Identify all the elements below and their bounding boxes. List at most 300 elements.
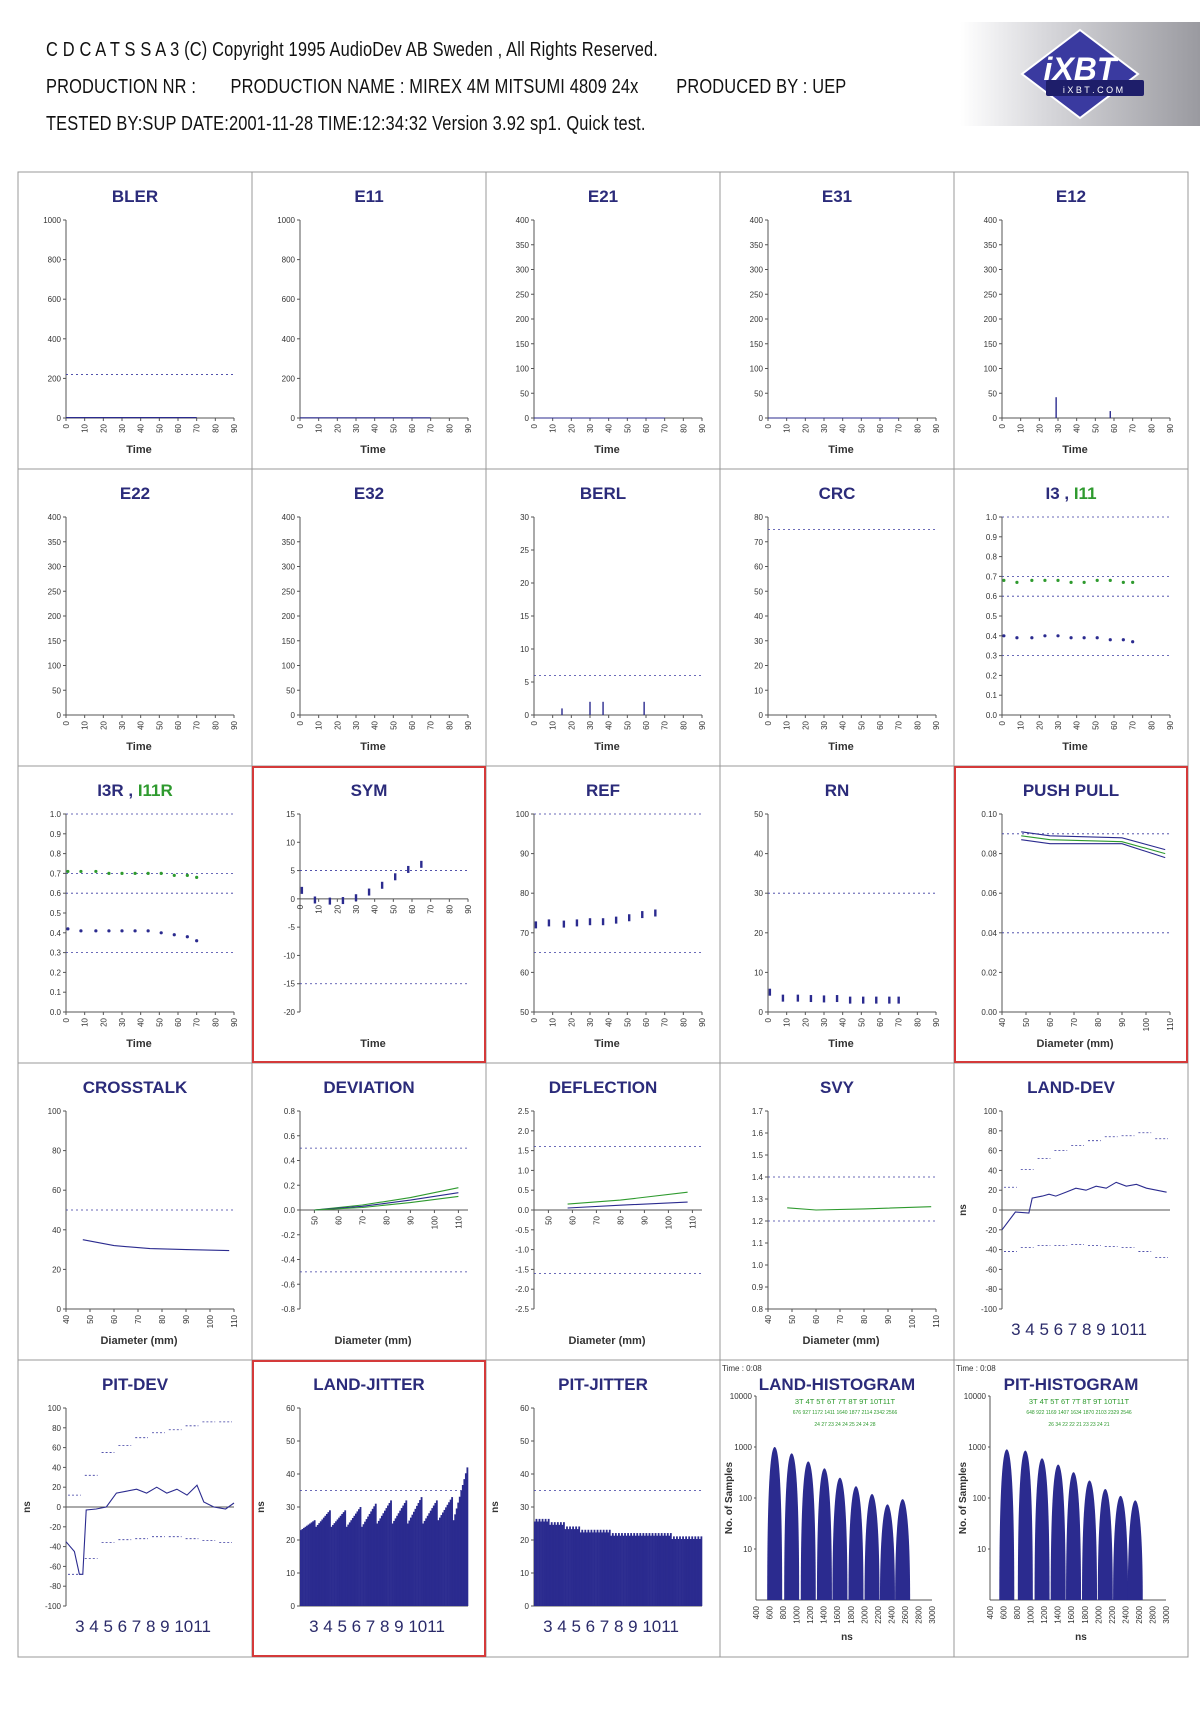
y-tick-label: 80: [520, 889, 529, 899]
y-tick-label: 0.3: [985, 651, 997, 661]
histogram-peak: [1113, 1496, 1128, 1600]
y-tick-label: 20: [286, 1536, 295, 1545]
x-tick-label: 10: [314, 424, 324, 433]
y-tick-label: -0.6: [281, 1280, 295, 1290]
x-tick-label: 30: [1054, 424, 1063, 433]
histogram-peak: [848, 1486, 863, 1600]
chart-berl: [520, 484, 707, 753]
data-point: [120, 872, 123, 875]
chart-svy: [752, 1078, 941, 1347]
y-tick-label: 60: [52, 1443, 61, 1453]
chart-title: SVY: [819, 1078, 855, 1097]
x-tick-label: 10: [80, 1018, 90, 1027]
x-tick-label: 1400: [819, 1606, 829, 1624]
y-tick-label: 350: [281, 537, 295, 547]
data-point: [147, 872, 150, 875]
x-tick-label: 60: [174, 721, 183, 730]
data-point: [1083, 581, 1086, 584]
x-tick-label: 0: [530, 424, 539, 429]
x-axis-title: ns: [1075, 1632, 1087, 1643]
y-tick-label: 0: [56, 711, 61, 720]
y-tick-label: 2.5: [517, 1107, 529, 1116]
x-tick-label: 50: [389, 721, 399, 730]
y-tick-label: 0.4: [985, 631, 997, 641]
x-tick-label: 100: [1142, 1018, 1151, 1032]
x-tick-label: 70: [426, 424, 436, 433]
x-axis-title: Time: [594, 1038, 620, 1050]
logo-text: iXBT: [1043, 51, 1117, 87]
x-tick-label: 40: [1072, 424, 1082, 433]
histogram-peak: [865, 1494, 880, 1600]
y-tick-label: 10: [286, 838, 295, 848]
x-tick-label: 70: [426, 721, 436, 730]
class-labels: 3T 4T 5T 6T 7T 8T 9T 10T11T: [1028, 1397, 1130, 1406]
y-tick-label: -40: [49, 1542, 61, 1552]
x-tick-label: 80: [913, 424, 923, 433]
x-tick-label: 20: [801, 424, 811, 433]
x-tick-label: 80: [211, 721, 221, 730]
y-tick-label: 0.0: [283, 1206, 295, 1215]
x-tick-label: 70: [894, 424, 904, 433]
x-tick-label: 60: [1110, 424, 1119, 433]
x-axis-class-labels: 3 4 5 6 7 8 9 1011: [309, 1617, 445, 1636]
data-point: [160, 872, 163, 875]
x-tick-label: 80: [616, 1216, 626, 1225]
data-point: [1122, 638, 1125, 641]
x-axis-class-labels: 3 4 5 6 7 8 9 1011: [75, 1617, 211, 1636]
data-point: [120, 929, 123, 932]
x-tick-label: 70: [192, 721, 202, 730]
y-tick-label: 1.4: [751, 1173, 763, 1182]
chart-landhist: [722, 1364, 937, 1643]
y-tick-label: 400: [281, 513, 295, 522]
y-tick-label: 1000: [968, 1443, 986, 1452]
data-point: [628, 914, 630, 921]
y-tick-label: 0.2: [985, 671, 997, 681]
x-tick-label: 90: [698, 1018, 707, 1027]
y-axis-title: ns: [256, 1501, 267, 1513]
x-tick-label: 20: [567, 424, 577, 433]
x-tick-label: 90: [464, 904, 473, 914]
y-tick-label: 10000: [729, 1392, 752, 1401]
y-tick-label: 250: [281, 587, 295, 597]
y-tick-label: 5: [290, 866, 295, 876]
data-point: [875, 997, 877, 1004]
y-tick-label: 50: [520, 1008, 529, 1017]
y-tick-label: 0: [56, 414, 61, 423]
x-tick-label: 10: [548, 424, 558, 433]
x-tick-label: 0: [296, 424, 305, 429]
x-tick-label: 600: [999, 1606, 1009, 1620]
data-point: [602, 918, 604, 925]
data-point: [548, 919, 550, 926]
x-tick-label: 50: [1091, 721, 1101, 730]
x-tick-label: 40: [136, 1018, 146, 1027]
data-point: [1131, 581, 1134, 584]
data-point: [1069, 581, 1072, 584]
y-tick-label: 0: [290, 414, 295, 423]
y-tick-label: -80: [49, 1582, 61, 1592]
x-tick-label: 110: [230, 1315, 239, 1328]
y-tick-label: -60: [985, 1265, 997, 1275]
x-tick-label: 50: [857, 721, 867, 730]
x-tick-label: 70: [660, 1018, 670, 1027]
y-tick-label: 400: [47, 513, 61, 522]
y-tick-label: 0.00: [981, 1008, 997, 1017]
x-tick-label: 50: [155, 424, 165, 433]
x-tick-label: 2800: [914, 1606, 924, 1624]
data-point: [1002, 634, 1005, 637]
x-tick-label: 110: [1166, 1018, 1175, 1031]
y-tick-label: 0: [524, 711, 529, 720]
y-tick-label: 50: [754, 587, 763, 597]
y-tick-label: 20: [520, 579, 529, 588]
data-point: [94, 929, 97, 932]
x-tick-label: 1800: [1080, 1606, 1090, 1624]
y-tick-label: 0: [758, 414, 763, 423]
y-axis-title: ns: [958, 1204, 969, 1216]
chart-e22: [48, 484, 239, 753]
y-tick-label: 40: [286, 1470, 295, 1479]
data-point: [782, 995, 784, 1002]
x-tick-label: 70: [358, 1216, 368, 1225]
y-tick-label: 40: [988, 1166, 997, 1176]
x-tick-label: 40: [838, 721, 848, 730]
chart-title: PUSH PULL: [1022, 781, 1120, 800]
x-tick-label: 60: [408, 424, 417, 433]
x-tick-label: 40: [62, 1315, 71, 1324]
y-tick-label: 300: [983, 265, 997, 275]
x-tick-label: 600: [765, 1606, 775, 1620]
chart-title: E31: [821, 187, 853, 206]
chart-e11: [277, 187, 473, 456]
time-label: Time : 0:08: [956, 1364, 996, 1373]
chart-crosstalk: [48, 1078, 239, 1347]
y-tick-label: 60: [520, 1404, 529, 1413]
chart-e21: [516, 187, 707, 456]
x-tick-label: 1800: [846, 1606, 856, 1624]
data-point: [94, 870, 97, 873]
x-tick-label: 10: [314, 904, 324, 914]
x-tick-label: 80: [1147, 721, 1157, 730]
x-tick-label: 40: [998, 1018, 1007, 1027]
y-tick-label: 0.7: [985, 572, 997, 582]
y-tick-label: 30: [754, 636, 763, 646]
x-tick-label: 70: [894, 721, 904, 730]
chart-title: CRC: [818, 484, 856, 503]
y-tick-label: 200: [47, 374, 61, 384]
series-line: [787, 1207, 931, 1210]
x-tick-label: 10: [1016, 721, 1026, 730]
y-tick-label: 100: [738, 1494, 752, 1503]
y-tick-label: 20: [754, 661, 763, 671]
x-tick-label: 60: [174, 1018, 183, 1027]
chart-i3ri11r: [50, 781, 239, 1050]
x-tick-label: 70: [592, 1216, 602, 1225]
chart-sym: [253, 767, 485, 1062]
data-point: [1096, 636, 1099, 639]
y-tick-label: 1.0: [985, 513, 997, 522]
y-tick-label: 350: [47, 537, 61, 547]
x-tick-label: 30: [118, 424, 127, 433]
x-tick-label: 0: [62, 424, 71, 429]
x-axis-title: Time: [828, 1038, 854, 1050]
y-axis-title: ns: [22, 1501, 33, 1513]
data-point: [1056, 579, 1059, 582]
y-tick-label: 60: [988, 1146, 997, 1156]
y-tick-label: 100: [515, 364, 529, 374]
data-point: [107, 872, 110, 875]
data-point: [79, 870, 82, 873]
x-tick-label: 0: [530, 1018, 539, 1023]
y-tick-label: 1000: [734, 1443, 752, 1452]
x-tick-label: 60: [642, 1018, 651, 1027]
x-tick-label: 50: [857, 424, 867, 433]
data-point: [1043, 634, 1046, 637]
y-tick-label: 30: [520, 513, 529, 522]
data-point: [1056, 634, 1059, 637]
y-tick-label: 200: [983, 315, 997, 324]
x-axis-title: Time: [594, 741, 620, 753]
y-tick-label: 0.8: [751, 1305, 763, 1314]
x-tick-label: 90: [464, 721, 473, 730]
y-tick-label: 0.02: [981, 968, 997, 978]
x-tick-label: 100: [430, 1216, 440, 1230]
x-tick-label: 1000: [1026, 1606, 1036, 1624]
data-point: [654, 910, 656, 917]
y-tick-label: 80: [988, 1126, 997, 1136]
jitter-bar: [700, 1536, 702, 1606]
chart-title: LAND-JITTER: [313, 1375, 425, 1394]
x-tick-label: 1200: [806, 1606, 816, 1624]
histogram-peak: [1018, 1451, 1033, 1600]
x-tick-label: 20: [567, 1018, 577, 1027]
y-tick-label: 40: [52, 1463, 61, 1473]
y-tick-label: 20: [988, 1186, 997, 1196]
x-tick-label: 70: [1128, 721, 1138, 730]
y-tick-label: -20: [283, 1008, 295, 1017]
y-tick-label: 0.5: [49, 909, 61, 918]
x-tick-label: 80: [158, 1315, 167, 1324]
y-tick-label: 0: [56, 1305, 61, 1314]
x-tick-label: 70: [836, 1315, 845, 1324]
x-axis-title: Time: [594, 444, 620, 456]
y-tick-label: 0.5: [517, 1186, 529, 1196]
y-tick-label: 0: [524, 414, 529, 423]
data-point: [329, 898, 331, 905]
data-point: [160, 931, 163, 934]
x-axis-title: Time: [360, 741, 386, 753]
y-tick-label: 15: [286, 810, 295, 819]
data-point: [79, 929, 82, 932]
series-line: [66, 1485, 234, 1574]
y-tick-label: 0.04: [981, 928, 997, 938]
data-point: [186, 874, 189, 877]
data-point: [420, 861, 422, 868]
histogram-peak: [1082, 1481, 1097, 1600]
y-tick-label: 300: [515, 265, 529, 275]
x-tick-label: 100: [664, 1216, 674, 1230]
x-tick-label: 80: [445, 904, 455, 914]
x-tick-label: 80: [1094, 1018, 1103, 1027]
x-tick-label: 30: [820, 1018, 829, 1027]
y-tick-label: 1.2: [751, 1217, 763, 1226]
y-tick-label: 90: [520, 849, 529, 859]
y-tick-label: 1.5: [517, 1146, 529, 1156]
y-tick-label: 20: [52, 1265, 61, 1275]
y-tick-label: 150: [983, 339, 997, 349]
histogram-peak: [895, 1499, 910, 1600]
data-point: [368, 889, 370, 896]
y-tick-label: 100: [983, 364, 997, 374]
y-tick-label: 0: [290, 1602, 295, 1611]
x-tick-label: 90: [230, 721, 239, 730]
x-axis-title: Diameter (mm): [334, 1335, 412, 1347]
x-tick-label: 110: [932, 1315, 941, 1328]
data-point: [381, 882, 383, 889]
y-tick-label: 40: [754, 849, 763, 859]
y-tick-label: 0.08: [981, 849, 997, 859]
x-tick-label: 50: [623, 424, 633, 433]
y-tick-label: -15: [283, 979, 295, 989]
x-tick-label: 0: [296, 904, 305, 910]
y-tick-label: 60: [520, 968, 529, 978]
x-tick-label: 40: [370, 424, 380, 433]
chart-title: E21: [587, 187, 619, 206]
y-tick-label: -20: [985, 1225, 997, 1235]
x-tick-label: 40: [1072, 721, 1082, 730]
y-tick-label: 10: [743, 1545, 752, 1554]
x-tick-label: 20: [333, 904, 343, 914]
chart-title: PIT-JITTER: [558, 1375, 648, 1394]
x-tick-label: 40: [604, 1018, 614, 1027]
x-tick-label: 40: [370, 904, 380, 914]
data-point: [407, 866, 409, 873]
x-tick-label: 40: [838, 424, 848, 433]
y-tick-label: 0.1: [985, 691, 997, 701]
production-name: PRODUCTION NAME : MIREX 4M MITSUMI 4809 24x: [230, 76, 639, 98]
y-tick-label: 50: [520, 389, 529, 399]
y-tick-label: 80: [52, 1146, 61, 1156]
x-tick-label: 10: [548, 721, 558, 730]
x-tick-label: 2400: [887, 1606, 897, 1624]
chart-rn: [754, 781, 941, 1050]
chart-deviation: [281, 1078, 468, 1347]
y-tick-label: 50: [520, 1437, 529, 1446]
x-tick-label: 80: [445, 721, 455, 730]
chart-landdev: [958, 1078, 1170, 1339]
y-tick-label: 600: [281, 295, 295, 305]
x-tick-label: 50: [310, 1216, 320, 1225]
data-point: [1015, 581, 1018, 584]
x-tick-label: 60: [174, 424, 183, 433]
chart-e12: [984, 187, 1175, 456]
x-tick-label: 90: [932, 721, 941, 730]
x-tick-label: 90: [1166, 424, 1175, 433]
y-tick-label: 100: [972, 1494, 986, 1503]
x-tick-label: 0: [998, 721, 1007, 726]
y-tick-label: 0.8: [283, 1107, 295, 1116]
x-tick-label: 3000: [928, 1606, 937, 1624]
data-point: [615, 917, 617, 924]
y-tick-label: 100: [515, 810, 529, 819]
x-axis-title: Time: [126, 444, 152, 456]
histogram-peak: [767, 1447, 782, 1600]
chart-title: E11: [354, 187, 384, 206]
chart-title: E12: [1055, 187, 1087, 206]
chart-title: LAND-HISTOGRAM: [758, 1375, 916, 1394]
class-devs: 26 34 22 22 21 23 23 24 21: [1048, 1422, 1110, 1428]
x-tick-label: 50: [389, 904, 399, 914]
chart-ref: [516, 781, 707, 1050]
y-tick-label: 1.0: [751, 1261, 763, 1270]
data-point: [342, 897, 344, 904]
y-tick-label: 0: [992, 1206, 997, 1215]
chart-title: RN: [824, 781, 850, 800]
x-tick-label: 70: [134, 1315, 143, 1324]
data-point: [576, 919, 578, 926]
x-tick-label: 50: [155, 721, 165, 730]
x-tick-label: 60: [408, 721, 417, 730]
x-tick-label: 1600: [1067, 1606, 1077, 1624]
x-tick-label: 40: [136, 721, 146, 730]
y-tick-label: 150: [749, 339, 763, 349]
x-tick-label: 3000: [1162, 1606, 1171, 1624]
produced-by: PRODUCED BY : UEP: [676, 76, 847, 98]
x-tick-label: 2600: [1134, 1606, 1144, 1624]
x-tick-label: 90: [230, 1018, 239, 1027]
x-tick-label: 90: [1166, 721, 1175, 730]
y-tick-label: 0.0: [49, 1008, 61, 1017]
x-tick-label: 110: [454, 1216, 464, 1229]
x-tick-label: 20: [333, 424, 343, 433]
y-tick-label: 80: [52, 1423, 61, 1433]
y-tick-label: 250: [983, 290, 997, 300]
x-axis-title: Time: [828, 741, 854, 753]
histogram-peak: [801, 1461, 816, 1600]
y-tick-label: 10: [286, 1569, 295, 1578]
x-tick-label: 80: [445, 424, 455, 433]
x-tick-label: 10: [548, 1018, 558, 1027]
chart-bler: [43, 187, 239, 456]
x-tick-label: 20: [99, 721, 109, 730]
histogram-peak: [832, 1478, 847, 1600]
y-tick-label: 50: [286, 686, 295, 696]
x-tick-label: 2600: [900, 1606, 910, 1624]
data-point: [186, 935, 189, 938]
y-tick-label: 1.0: [49, 810, 61, 819]
y-tick-label: 200: [749, 315, 763, 324]
jitter-bar: [466, 1467, 468, 1606]
y-tick-label: 400: [47, 334, 61, 344]
y-tick-label: 200: [281, 612, 295, 621]
y-tick-label: 350: [749, 240, 763, 250]
series-line: [83, 1240, 229, 1251]
data-point: [66, 927, 69, 930]
x-tick-label: 0: [764, 424, 773, 429]
y-tick-label: 1.6: [751, 1129, 763, 1138]
y-tick-label: 60: [286, 1404, 295, 1413]
logo-subtext: i X B T . C O M: [1062, 85, 1124, 95]
y-tick-label: 0.9: [751, 1283, 763, 1292]
x-tick-label: 60: [1046, 1018, 1055, 1027]
x-tick-label: 10: [80, 721, 90, 730]
y-tick-label: 1.5: [751, 1151, 763, 1160]
chart-title: E22: [119, 484, 151, 503]
x-tick-label: 50: [788, 1315, 797, 1324]
histogram-peak: [880, 1504, 895, 1600]
x-tick-label: 40: [604, 721, 614, 730]
